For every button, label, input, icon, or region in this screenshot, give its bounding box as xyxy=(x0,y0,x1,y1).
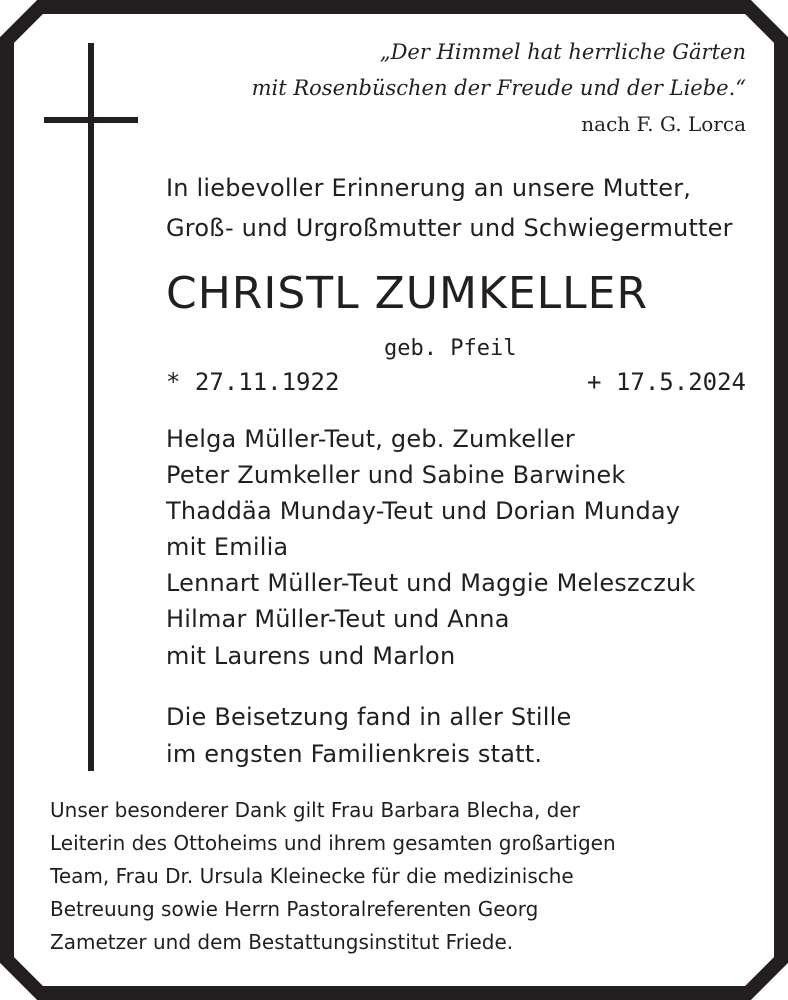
mourner-line: Thaddäa Munday-Teut und Dorian Munday xyxy=(166,497,681,525)
thanks-line: Leiterin des Ottoheims und ihrem gesamten großartigen xyxy=(50,831,616,855)
mourner-line: mit Emilia xyxy=(166,533,289,561)
quote-source: nach F. G. Lorca xyxy=(581,112,746,136)
thanks-line: Unser besonderer Dank gilt Frau Barbara Blecha, der xyxy=(50,798,580,822)
cross-icon xyxy=(44,43,138,771)
intro-line: Groß- und Urgroßmutter und Schwiegermutter xyxy=(166,214,733,242)
mourner-line: Peter Zumkeller und Sabine Barwinek xyxy=(166,461,626,489)
death-date: + 17.5.2024 xyxy=(587,368,746,396)
mourner-line: Hilmar Müller-Teut und Anna xyxy=(166,605,510,633)
thanks-line: Betreuung sowie Herrn Pastoralreferenten Georg xyxy=(50,897,539,921)
birth-date: * 27.11.1922 xyxy=(166,368,340,396)
mourner-line: Lennart Müller-Teut und Maggie Meleszczuk xyxy=(166,569,696,597)
quote-line: mit Rosenbüschen der Freude und der Liebe.“ xyxy=(251,76,746,100)
thanks-line: Team, Frau Dr. Ursula Kleinecke für die medizinische xyxy=(50,864,574,888)
thanks-line: Zametzer und dem Bestattungsinstitut Friede. xyxy=(50,930,514,954)
burial-line: Die Beisetzung fand in aller Stille xyxy=(166,703,572,731)
deceased-name: CHRISTL ZUMKELLER xyxy=(166,268,649,319)
maiden-name: geb. Pfeil xyxy=(384,336,517,361)
quote-line: „Der Himmel hat herrliche Gärten xyxy=(379,40,746,64)
burial-line: im engsten Familienkreis statt. xyxy=(166,740,543,768)
intro-line: In liebevoller Erinnerung an unsere Mutter, xyxy=(166,174,692,202)
mourner-line: Helga Müller-Teut, geb. Zumkeller xyxy=(166,425,575,453)
mourner-line: mit Laurens und Marlon xyxy=(166,642,456,670)
